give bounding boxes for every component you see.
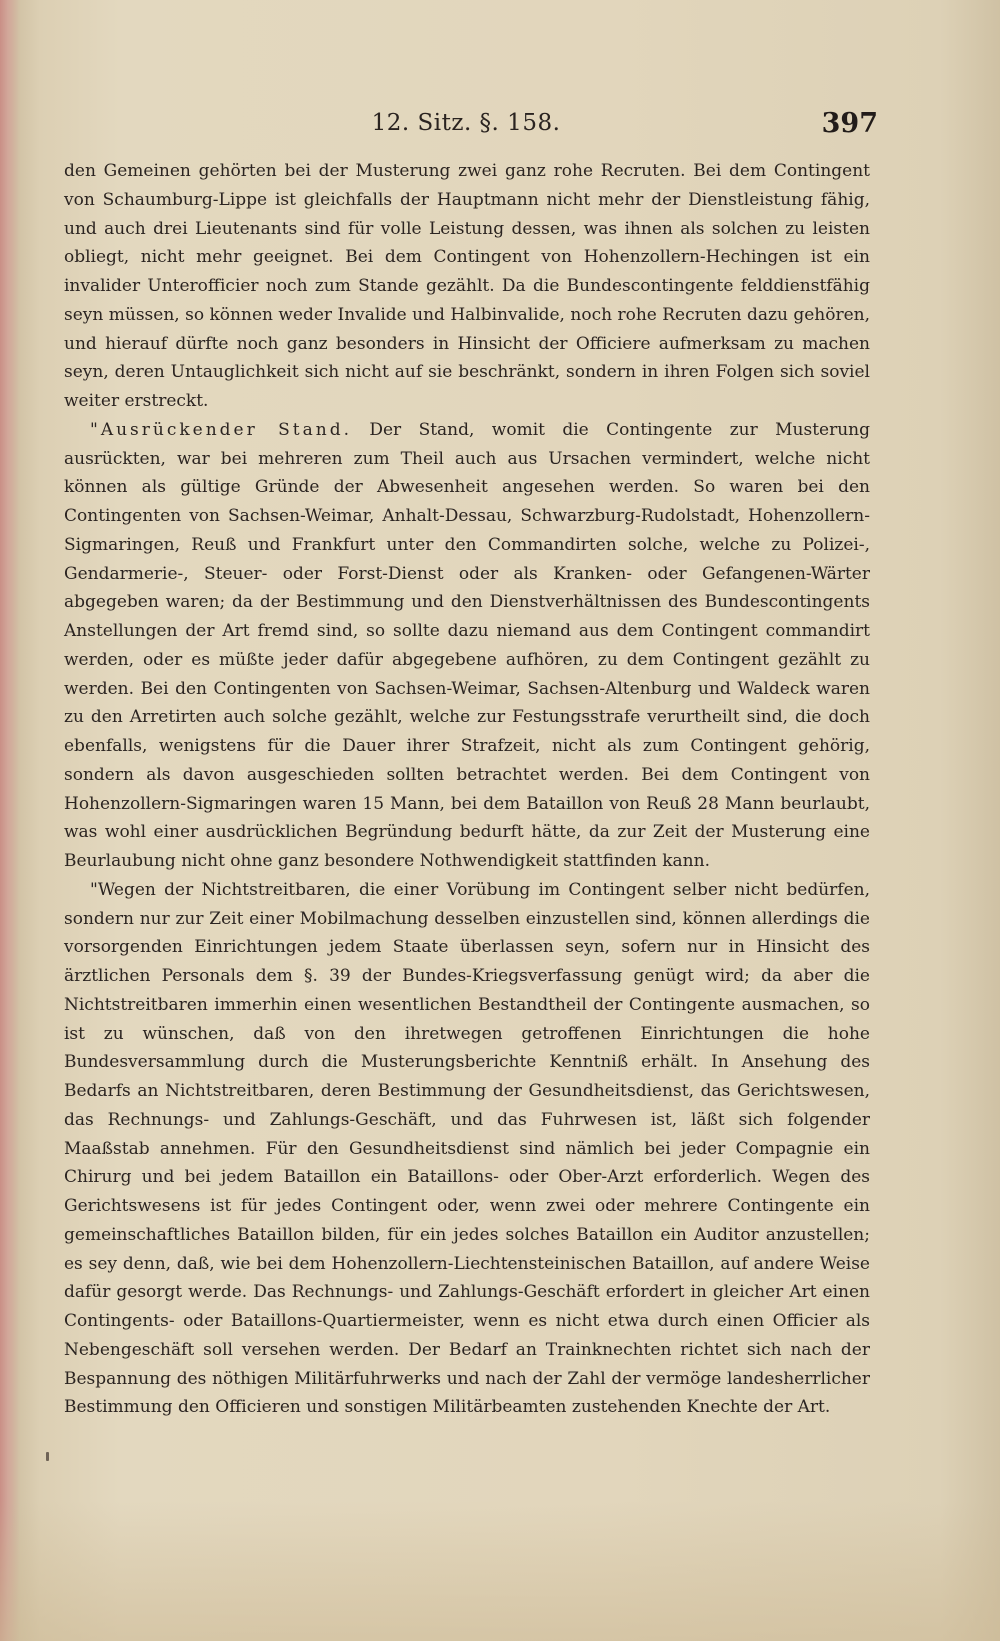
page-bottom-stain xyxy=(0,1501,1000,1641)
running-head: 12. Sitz. §. 158. xyxy=(371,110,561,136)
page-edge-shadow xyxy=(0,0,20,1641)
page-header xyxy=(62,108,878,150)
paragraph-3: "Wegen der Nichtstreitbaren, die einer Vorübung im Contingent selber nicht bedürfen, sondern nur zur Zeit einer Mobilmachung desselben einzustellen sind, können allerdings die vorsorgenden Einrichtungen jedem Staate überlassen seyn, sofern nur in Hinsicht des ärztlichen Personals dem §. 39 der Bundes-Kriegsverfassung genügt wird; da aber die Nichtstreitbaren immerhin einen wesentlichen Bestandtheil der Contingente ausmachen, so ist zu wünschen, daß von den ihretwegen getroffenen Einrichtungen die hohe Bundesversammlung durch die Musterungsberichte Kenntniß erhält. In Ansehung des Bedarfs an Nichtstreitbaren, deren Bestimmung der Gesundheitsdienst, das Gerichtswesen, das Rechnungs- und Zahlungs-Geschäft, und das Fuhrwesen ist, läßt sich folgender Maaßstab annehmen. Für den Gesundheitsdienst sind nämlich bei jeder Compagnie ein Chirurg und bei jedem Bataillon ein Bataillons- oder Ober-Arzt erforderlich. Wegen des Gerichtswesens ist für jedes Contingent oder, wenn zwei oder mehrere Contingente ein gemeinschaftliches Bataillon bilden, für ein jedes solches Bataillon ein Auditor anzustellen; es sey denn, daß, wie bei dem Hohenzollern-Liechtensteinischen Bataillon, auf andere Weise dafür gesorgt werde. Das Rechnungs- und Zahlungs-Geschäft erfordert in gleicher Art einen Contingents- oder Bataillons-Quartiermeister, wenn es nicht etwa durch einen Officier als Nebengeschäft soll versehen werden. Der Bedarf an Trainknechten richtet sich nach der Bespannung des nöthigen Militärfuhrwerks und nach der Zahl der vermöge landesherrlicher Bestimmung den Officieren und sonstigen Militärbeamten zustehenden Knechte der Art. xyxy=(64,879,870,1418)
paragraph-2-text: Der Stand, womit die Contingente zur Musterung ausrückten, war bei mehreren zum Theil auch aus Ursachen vermindert, welche nicht können als gültige Gründe der Abwesenheit angesehen werden. So waren bei den Contingenten von Sachsen-Weimar, Anhalt-Dessau, Schwarzburg-Rudolstadt, Hohenzollern-Sigmaringen, Reuß und Frankfurt unter den Commandirten solche, welche zu Polizei-, Gendarmerie-, Steuer- oder Forst-Dienst oder als Kranken- oder Gefangenen-Wärter abgegeben waren; da der Bestimmung und den Dienstverhältnissen des Bundescontingents Anstellungen der Art fremd sind, so sollte dazu niemand aus dem Contingent commandirt werden, oder es müßte jeder dafür abgegebene aufhören, zu dem Contingent gezählt zu werden. Bei den Contingenten von Sachsen-Weimar, Sachsen-Altenburg und Waldeck waren zu den Arretirten auch solche gezählt, welche zur Festungsstrafe verurtheilt sind, die doch ebenfalls, wenigstens für die Dauer ihrer Strafzeit, nicht als zum Contingent gehörig, sondern als davon ausgeschieden sollten betrachtet werden. Bei dem Contingent von Hohenzollern-Sigmaringen waren 15 Mann, bei dem Bataillon von Reuß 28 Mann beurlaubt, was wohl einer ausdrücklichen Begründung bedurft hätte, da zur Zeit der Musterung eine Beurlaubung nicht ohne ganz besondere Nothwendigkeit stattfinden kann. xyxy=(64,419,870,871)
section-heading-ausrueckender-stand: "Ausrückender Stand. xyxy=(90,419,352,440)
paragraph-2 xyxy=(64,416,870,876)
body-text xyxy=(64,157,870,1422)
page-number: 397 xyxy=(821,108,878,139)
ink-speck xyxy=(46,1452,49,1461)
paragraph-1: den Gemeinen gehörten bei der Musterung zwei ganz rohe Recruten. Bei dem Contingent von Schaumburg-Lippe ist gleichfalls der Hauptmann nicht mehr der Dienstleistung fähig, und auch drei Lieutenants sind für volle Leistung dessen, was ihnen als solchen zu leisten obliegt, nicht mehr geeignet. Bei dem Contingent von Hohenzollern-Hechingen ist ein invalider Unterofficier noch zum Stande gezählt. Da die Bundescontingente felddienstfähig seyn müssen, so können weder Invalide und Halbinvalide, noch rohe Recruten dazu gehören, und hierauf dürfte noch ganz besonders in Hinsicht der Officiere aufmerksam zu machen seyn, deren Untauglichkeit sich nicht auf sie beschränkt, sondern in ihren Folgen sich soviel weiter erstreckt. xyxy=(64,161,870,411)
